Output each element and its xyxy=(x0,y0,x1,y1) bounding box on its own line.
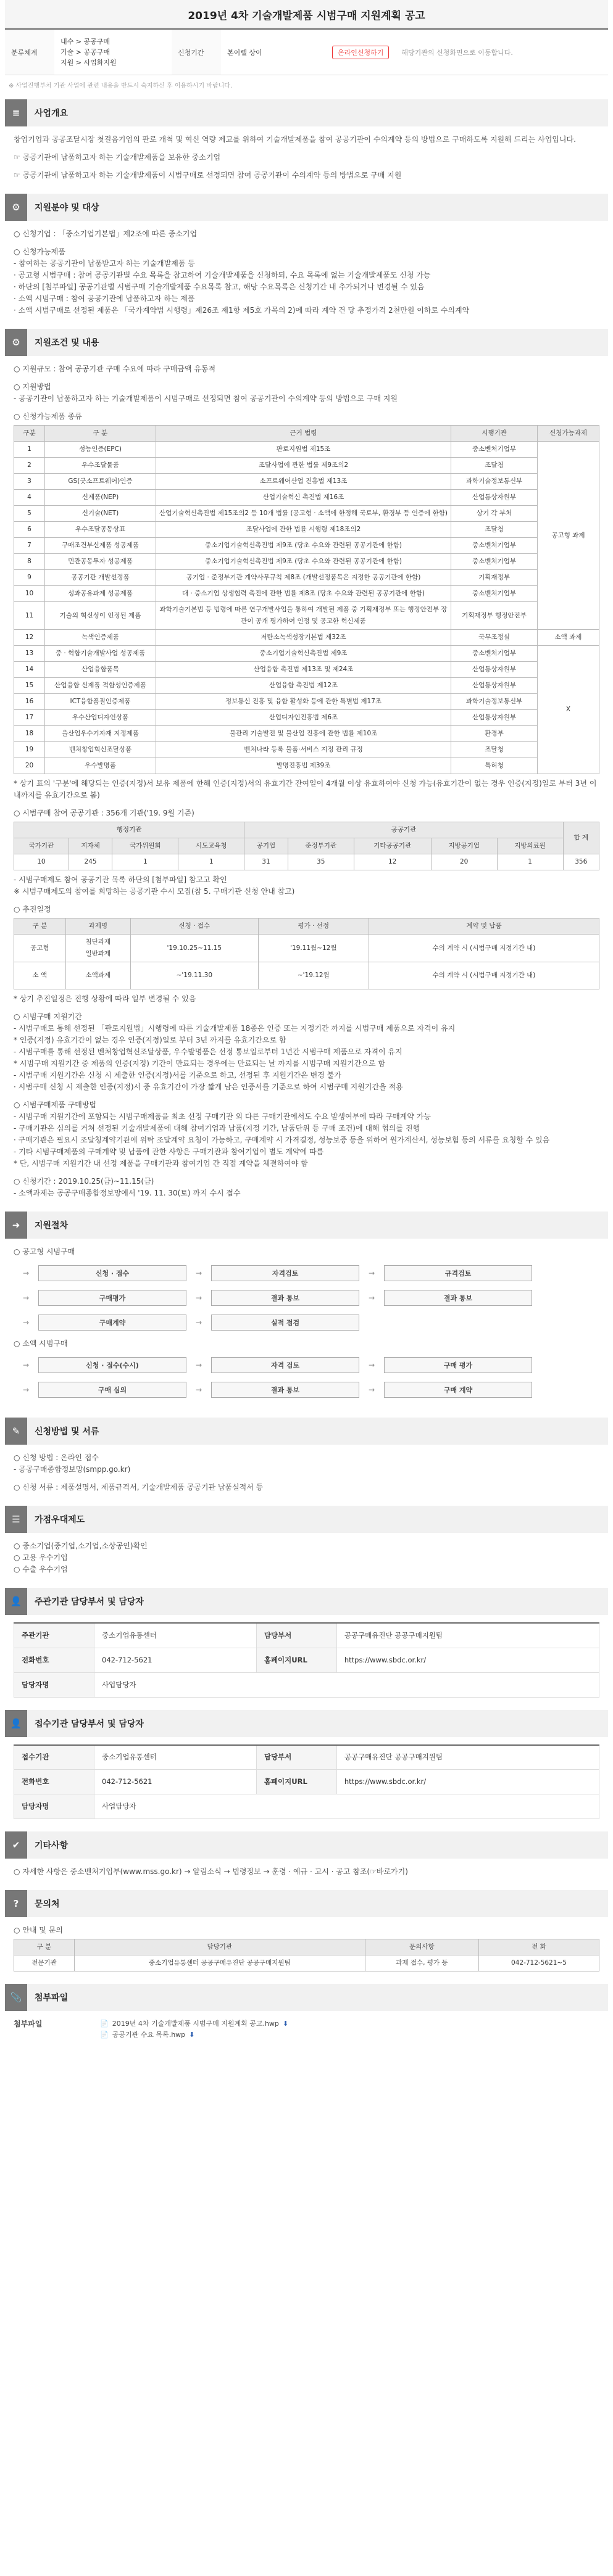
table-cell: 중소기업기술혁신촉진법 제9조 (당초 수요와 관련된 공공기관에 한함) xyxy=(156,554,451,570)
field-label: 분류체계 xyxy=(5,30,54,75)
table-cell: 신제품(NEP) xyxy=(45,490,156,506)
table-cell: 벤처창업혁신조달상품 xyxy=(45,742,156,758)
table-cell: 조달사업에 관한 법률 제9조의2 xyxy=(156,458,451,474)
pencil-icon: ✎ xyxy=(5,1418,27,1445)
table-header: 지방의료원 xyxy=(497,838,563,854)
text: ○ 추진일정 xyxy=(14,905,51,914)
table-row xyxy=(14,710,599,726)
table-row xyxy=(14,474,599,490)
section-overview xyxy=(5,99,608,189)
section-bonus xyxy=(5,1506,608,1583)
text: ○ 소액 시범구매 xyxy=(14,1339,68,1348)
table-cell: 중소기업기술혁신촉진법 제9조 (당초 수요와 관련된 공공기관에 한함) xyxy=(156,538,451,554)
table-cell: 담당부서 xyxy=(256,1623,336,1648)
flow-step: 구매계약 xyxy=(38,1315,186,1331)
text: ○ 신청 서류 : 제품설명서, 제품규격서, 기술개발제품 공공기관 납품실적서 등 xyxy=(14,1483,264,1492)
table-cell: 담당자명 xyxy=(14,1672,94,1697)
text: ○ 신청가능제품 종류 xyxy=(14,412,82,421)
table-cell: 수의 계약 시 (시범구매 지정기간 내) xyxy=(369,935,599,962)
table-cell: 환경부 xyxy=(451,726,538,742)
table-header: 문의사항 xyxy=(365,1939,478,1955)
table-cell: ~'19.11.30 xyxy=(130,962,258,989)
table-cell: 1 xyxy=(497,854,563,870)
table-cell: 12 xyxy=(14,630,45,646)
table-cell: 첨단과제 xyxy=(85,938,111,946)
table-cell: 중소기업유통센터 xyxy=(94,1745,257,1770)
table-row xyxy=(14,602,599,630)
text: - 시범구매제도 참여 공공기관 목록 하단의 [첨부파일] 참고고 확인 xyxy=(14,875,227,884)
table-header: 구분 xyxy=(14,426,45,442)
table-cell: 발명진흥법 제39조 xyxy=(156,758,451,774)
table-cell: 10 xyxy=(14,854,69,870)
notice: ※ 사업진행부처 기관 사업에 관련 내용을 반드시 숙지하신 후 이용하시기 바랍니다. xyxy=(9,83,233,89)
table-header: 준정부기관 xyxy=(288,838,354,854)
section-title: 지원절차 xyxy=(35,1221,69,1231)
text: ☞ 공공기관에 납품하고자 하는 기술개발제품이 시범구매로 선정되면 참여 공공기관이 수의계약 등의 방법으로 구매 지원 xyxy=(14,171,402,180)
text: * 시범구매 지원기간 중 제품의 인증(지정) 기간이 만료되는 경우에는 만료되는 날 까지를 시범구매 지원기간으로 함 xyxy=(14,1059,386,1068)
table-cell: 조달청 xyxy=(451,458,538,474)
table-row xyxy=(14,630,599,646)
table-header: 기타공공기관 xyxy=(354,838,431,854)
text: - 공공구매종합정보망(smpp.go.kr) xyxy=(14,1465,131,1474)
text: · 공고형 시범구매 : 참여 공공기관별 수요 목록을 참고하여 기술개발제품을 신청하되, 수요 목록에 없는 기술개발제품도 신청 가능 xyxy=(14,271,431,279)
table-cell: 담당자명 xyxy=(14,1794,94,1819)
online-apply-button[interactable]: 온라인신청하기 xyxy=(332,46,389,59)
table-cell: '19.10.25~11.15 xyxy=(130,935,258,962)
text: ○ 중소기업(중기업,소기업,소상공인)확인 xyxy=(14,1542,148,1550)
paperclip-icon: 📎 xyxy=(5,1984,27,2011)
contact-table xyxy=(14,1939,599,1971)
host-table xyxy=(14,1622,599,1698)
table-cell: 042-712-5621 xyxy=(94,1648,257,1672)
table-header: 근거 법령 xyxy=(156,426,451,442)
table-cell: 9 xyxy=(14,570,45,586)
text: ○ 지원방법 xyxy=(14,382,51,391)
table-cell: 중소벤처기업부 xyxy=(451,538,538,554)
table-cell: 7 xyxy=(14,538,45,554)
table-cell: 산업통상자원부 xyxy=(451,490,538,506)
text: - 시범구매로 통해 선정된 「판로지원법」시행령에 따른 기술개발제품 18종은 인증 또는 지정기간 까지를 시범구매 제품으로 자격이 유지 xyxy=(14,1024,456,1033)
table-row xyxy=(14,490,599,506)
text: - 시범구매 지원기간은 신청 시 제출한 인증(지정)서를 기준으로 하고, 선정된 후 지원기간은 변경 불가 xyxy=(14,1071,341,1080)
table-cell: 10 xyxy=(14,586,45,602)
table-cell: 산업융합 촉진법 제13조 및 제24조 xyxy=(156,662,451,678)
table-cell: 산업디자인진흥법 제6조 xyxy=(156,710,451,726)
table-cell: 중소벤처기업부 xyxy=(451,554,538,570)
text: 창업기업과 공공조달시장 첫걸음기업의 판로 개척 및 혁신 역량 제고를 위하여 기술개발제품을 참여 공공기관이 수의계약 등의 방법으로 구매하도록 지원해 드리는 사업입니다. xyxy=(14,135,576,144)
table-cell: 16 xyxy=(14,694,45,710)
table-header: 국가위원회 xyxy=(112,838,178,854)
page-title: 2019년 4차 기술개발제품 시범구매 지원계획 공고 xyxy=(5,0,608,30)
table-cell: 구매조건부신제품 성공제품 xyxy=(45,538,156,554)
text: - 공공기관이 납품하고자 하는 기술개발제품이 시범구매로 선정되면 참여 공공기관이 수의계약 등의 방법으로 구매 지원 xyxy=(14,394,398,403)
table-cell: 중소벤처기업부 xyxy=(451,442,538,458)
text: * 인증(지정) 유효기간이 없는 경우 인증(지정)일로 부터 3년 까지를 유효기간으로 함 xyxy=(14,1036,286,1044)
table-cell: 우수산업디자인상품 xyxy=(45,710,156,726)
table-row xyxy=(14,742,599,758)
text: ☞ 공공기관에 납품하고자 하는 기술개발제품을 보유한 중소기업 xyxy=(14,153,221,162)
flow-step: 실적 점검 xyxy=(211,1315,359,1331)
text: ※ 시범구매제도의 참여를 희망하는 공공기관 수시 모집(참 5. 구매기관 신청 안내 참고) xyxy=(14,887,295,896)
table-cell: 8 xyxy=(14,554,45,570)
table-cell: 상기 각 부처 xyxy=(451,506,538,522)
text: · 하단의 [첨부파일] 공공기관별 시범구매 기술개발제품 수요목록 참고, 해당 수요목록은 신청기간 내 추가되거나 변경될 수 있음 xyxy=(14,283,425,291)
table-cell: 국무조정실 xyxy=(451,630,538,646)
table-cell: 저탄소녹색성장기본법 제32조 xyxy=(156,630,451,646)
table-cell: 356 xyxy=(563,854,599,870)
table-cell: 산업기술혁신 촉진법 제16조 xyxy=(156,490,451,506)
download-icon[interactable]: ⬇ xyxy=(189,2031,195,2039)
section-title: 문의처 xyxy=(35,1899,60,1909)
flow-step: 신청 · 접수 xyxy=(38,1265,186,1281)
table-header: 국가기관 xyxy=(14,838,69,854)
section-target xyxy=(5,194,608,324)
online-note: 해당기관의 신청화면으로 이동합니다. xyxy=(401,48,513,57)
gear-icon: ⚙ xyxy=(5,329,27,356)
table-row xyxy=(14,538,599,554)
ministry-link[interactable]: ○ 자세한 사항은 중소벤처기업부(www.mss.go.kr) → 알림소식 → 법령정보 → 훈령 · 예규 · 고시 · 공고 참조(☞바로가기) xyxy=(14,1867,408,1876)
section-host xyxy=(5,1588,608,1705)
table-cell: 1 xyxy=(14,442,45,458)
table-cell: 정보통신 진흥 및 융합 활성화 등에 관한 특별법 제17조 xyxy=(156,694,451,710)
text: · 시범구매 신청 시 제출한 인증(지정)서 중 유효기간이 가장 짧게 남은 인증서를 기준으로 하여 시범구매 지원기간을 적용 xyxy=(14,1083,403,1091)
table-cell: 공고형 과제 xyxy=(538,442,599,630)
table-row xyxy=(14,646,599,662)
table-cell: 과학기술기본법 등 법령에 따른 연구개발사업을 통하여 개발된 제품 중 기획재정부 또는 행정안전부 장관이 공개 평가하여 인정 및 공고한 혁신제품 xyxy=(156,602,451,630)
clipboard-icon: ☰ xyxy=(5,1506,27,1533)
table-row xyxy=(14,586,599,602)
table-cell: 담당부서 xyxy=(256,1745,336,1770)
table-cell: 산업통상자원부 xyxy=(451,662,538,678)
table-cell: 기획재정부 xyxy=(451,570,538,586)
table-cell: 물관리 기술발전 및 물산업 진흥에 관한 법률 제10조 xyxy=(156,726,451,742)
table-cell: 전화번호 xyxy=(14,1770,94,1794)
table-cell: 우수조달물품 xyxy=(45,458,156,474)
table-cell: 공공구매유진단 공공구매지원팀 xyxy=(336,1623,599,1648)
table-cell: 공공구매유진단 공공구매지원팀 xyxy=(336,1745,599,1770)
table-cell: 중소벤처기업부 xyxy=(451,586,538,602)
section-title: 신청방법 및 서류 xyxy=(35,1427,99,1437)
table-cell: 홈페이지URL xyxy=(256,1770,336,1794)
flow-step: 신청 · 접수(수시) xyxy=(38,1357,186,1373)
table-header: 공공기관 xyxy=(244,822,563,838)
text: · 소액 시범구매로 선정된 제품은 「국가계약법 시행령」제26조 제1항 제5호 가목의 2)에 따라 계약 건 당 추정가격 2천만원 이하로 수의계약 xyxy=(14,306,470,315)
table-cell: GS(굿소프트웨어)인증 xyxy=(45,474,156,490)
table-cell: ICT융합품질인증제품 xyxy=(45,694,156,710)
table-cell: 공공기관 개발선정품 xyxy=(45,570,156,586)
section-title: 사업개요 xyxy=(35,109,69,118)
period-label: 신청기간 xyxy=(172,30,221,75)
text: ○ 수출 우수기업 xyxy=(14,1565,68,1574)
table-cell: 중소기업기술혁신촉진법 제9조 xyxy=(156,646,451,662)
flow-step: 결과 통보 xyxy=(211,1290,359,1306)
homepage-link[interactable]: https://www.sbdc.or.kr/ xyxy=(336,1648,599,1672)
file-icon: 📄 xyxy=(100,2020,109,2028)
table-cell: 일반과제 xyxy=(85,950,111,957)
text: ○ 신청기간 : 2019.10.25(금)~11.15(금) xyxy=(14,1177,154,1186)
text: ○ 고용 우수기업 xyxy=(14,1553,68,1562)
table-cell: ~'19.12월 xyxy=(258,962,369,989)
table-cell: 우수조달공동상표 xyxy=(45,522,156,538)
table-cell: 042-712-5621 xyxy=(94,1770,257,1794)
user-icon: 👤 xyxy=(5,1588,27,1615)
section-conditions xyxy=(5,329,608,1207)
table-cell: 성능인증(EPC) xyxy=(45,442,156,458)
table-cell: '19.11월~12월 xyxy=(258,935,369,962)
table-cell: 산업융합 촉진법 제12조 xyxy=(156,678,451,694)
text: · 소액 시범구매 : 참여 공공기관에 납품하고자 하는 제품 xyxy=(14,294,195,303)
table-cell: 31 xyxy=(244,854,288,870)
receiver-table xyxy=(14,1744,599,1820)
flow-step: 자격검토 xyxy=(211,1265,359,1281)
table-header: 평가 · 선정 xyxy=(258,919,369,935)
table-cell: 수의 계약 시 (시범구매 지정기간 내) xyxy=(369,962,599,989)
table-header: 전 화 xyxy=(478,1939,599,1955)
user-icon: 👤 xyxy=(5,1710,27,1737)
table-cell: 벤처나라 등록 물품·서비스 지정 관리 규정 xyxy=(156,742,451,758)
table-cell: 11 xyxy=(14,602,45,630)
table-cell: 산업통상자원부 xyxy=(451,678,538,694)
section-title: 지원분야 및 대상 xyxy=(35,203,99,213)
text: ○ 지원규모 : 참여 공공기관 구매 수요에 따라 구매금액 유동적 xyxy=(14,365,216,373)
table-header: 구 분 xyxy=(14,919,66,935)
list-item: 기술 > 공공구매 xyxy=(60,48,110,56)
table-cell: 기획재정부 행정안전부 xyxy=(451,602,538,630)
table-cell: 홈페이지URL xyxy=(256,1648,336,1672)
table-header: 시행기관 xyxy=(451,426,538,442)
table-cell: 산업융합 신제품 적합성인증제품 xyxy=(45,678,156,694)
text: ○ 시범구매 지원기간 xyxy=(14,1012,82,1021)
table-row xyxy=(14,662,599,678)
table-cell: 전화번호 xyxy=(14,1648,94,1672)
flow-step: 구매 심의 xyxy=(38,1382,186,1398)
table-cell: 소액과제 xyxy=(65,962,130,989)
text: ○ 신청 방법 : 온라인 접수 xyxy=(14,1453,99,1462)
schedule-table xyxy=(14,918,599,989)
table-row xyxy=(14,726,599,742)
table-header: 지방공기업 xyxy=(431,838,497,854)
table-cell: 중 · 혁합기술개발사업 성공제품 xyxy=(45,646,156,662)
table-header: 구 분 xyxy=(45,426,156,442)
table-cell: 사업담당자 xyxy=(94,1794,599,1819)
section-etc xyxy=(5,1831,608,1885)
table-cell: 민관공동투자 성공제품 xyxy=(45,554,156,570)
attachment-link[interactable]: 공공기관 수요 목록.hwp xyxy=(112,2031,186,2039)
table-cell: 기술의 혁신성이 인정된 제품 xyxy=(45,602,156,630)
table-header: 합 계 xyxy=(563,822,599,854)
table-header: 공기업 xyxy=(244,838,288,854)
table-cell: 6 xyxy=(14,522,45,538)
meta-row xyxy=(5,30,608,75)
section-title: 지원조건 및 내용 xyxy=(35,338,99,348)
table-row xyxy=(14,442,599,458)
field-list xyxy=(60,36,117,68)
flow-step: 자격 검토 xyxy=(211,1357,359,1373)
table-cell: 산업융합품목 xyxy=(45,662,156,678)
table-cell: 산업통상자원부 xyxy=(451,710,538,726)
flow-step: 결과 통보 xyxy=(211,1382,359,1398)
table-row xyxy=(14,522,599,538)
table-cell: 19 xyxy=(14,742,45,758)
table-cell: 3 xyxy=(14,474,45,490)
table-cell: 조달청 xyxy=(451,742,538,758)
table-cell: 전문기관 xyxy=(14,1955,75,1971)
table-cell: 우수발명품 xyxy=(45,758,156,774)
text: - 시범구매 지원기간에 포함되는 시범구매제품을 최초 선정 구매기관 외 다른 구매기관에서도 수요 발생여부에 따라 구매계약 가능 xyxy=(14,1112,431,1121)
table-cell: 사업담당자 xyxy=(94,1672,599,1697)
table-cell: 과제 접수, 평가 등 xyxy=(365,1955,478,1971)
download-icon[interactable]: ⬇ xyxy=(282,2020,289,2028)
period-value: 본이렐 상이 xyxy=(227,48,262,57)
table-cell: 신기술(NET) xyxy=(45,506,156,522)
text: * 상기 추진일정은 진행 상황에 따라 일부 변경될 수 있음 xyxy=(14,994,196,1003)
table-header: 구 분 xyxy=(14,1939,75,1955)
table-row xyxy=(14,678,599,694)
section-title: 기타사항 xyxy=(35,1841,69,1851)
file-icon: 📄 xyxy=(100,2031,109,2039)
table-header: 신청가능과제 xyxy=(538,426,599,442)
table-cell: 4 xyxy=(14,490,45,506)
text: ○ 신청가능제품 xyxy=(14,247,65,256)
table-cell: 접수기관 xyxy=(14,1745,94,1770)
table-header: 담당기관 xyxy=(74,1939,365,1955)
table-cell: 17 xyxy=(14,710,45,726)
section-receiver xyxy=(5,1710,608,1827)
org-table xyxy=(14,822,599,870)
table-cell: 13 xyxy=(14,646,45,662)
table-header: 과제명 xyxy=(65,919,130,935)
table-cell: 공기업 · 준정부기관 계약사무규칙 제8조 (개발선정품목은 지정한 공공기관에 한함) xyxy=(156,570,451,586)
table-cell: 소액 과제 xyxy=(538,630,599,646)
table-row xyxy=(14,458,599,474)
table-cell: 5 xyxy=(14,506,45,522)
arrow-icon: ➜ xyxy=(5,1212,27,1239)
table-cell: 특허청 xyxy=(451,758,538,774)
text: ○ 안내 및 문의 xyxy=(14,1926,63,1934)
table-cell: 245 xyxy=(69,854,112,870)
text: * 상기 표의 '구분'에 해당되는 인증(지정)서 보유 제품에 한해 인증(지정)서의 유효기간 잔여일이 4개월 이상 유효하여야 신청 가능(유효기간이 없는 경우 인증(지정)일로 부터 3년 이내까지를 유효기간으로 봄) xyxy=(14,779,597,799)
product-type-table xyxy=(14,425,599,774)
table-header: 계약 및 납품 xyxy=(369,919,599,935)
section-title: 주관기관 담당부서 및 담당자 xyxy=(35,1597,144,1607)
table-header: 신청 · 접수 xyxy=(130,919,258,935)
flow-step: 결과 통보 xyxy=(384,1290,532,1306)
table-cell: 판로지원법 제15조 xyxy=(156,442,451,458)
table-cell: 과학기술정보통신부 xyxy=(451,694,538,710)
table-cell: 14 xyxy=(14,662,45,678)
table-cell: 조달청 xyxy=(451,522,538,538)
table-cell: 18 xyxy=(14,726,45,742)
table-cell: 20 xyxy=(14,758,45,774)
section-title: 접수기관 담당부서 및 담당자 xyxy=(35,1719,144,1729)
info-icon: ≡ xyxy=(5,99,27,126)
table-cell: 조달사업에 관한 법률 시행령 제18조의2 xyxy=(156,522,451,538)
section-contact xyxy=(5,1890,608,1979)
homepage-link[interactable]: https://www.sbdc.or.kr/ xyxy=(336,1770,599,1794)
table-cell: 12 xyxy=(354,854,431,870)
table-header: 행정기관 xyxy=(14,822,244,838)
text: · 구매기관은 필요시 조달청계약기관에 위탁 조달계약 요청이 가능하고, 구매계약 시 가격결정, 성능보증 등을 위하여 원가계산서, 성능보험 등의 서류를 요청할 수 있음 xyxy=(14,1136,550,1144)
table-row xyxy=(14,694,599,710)
table-row xyxy=(14,554,599,570)
table-cell: 주관기관 xyxy=(14,1623,94,1648)
text: - 구매기관은 심의를 거쳐 선정된 기술개발제품에 대해 참여기업과 납품(지정 기간, 납품단위 등 구매 조건)에 대해 협의를 진행 xyxy=(14,1124,420,1133)
question-icon: ? xyxy=(5,1890,27,1917)
text: - 시범구매를 통해 선정된 벤처창업혁신조달상품, 우수발명품은 선정 통보일로부터 1년간 시범구매 제품으로 자격이 유지 xyxy=(14,1047,402,1056)
table-cell: 042-712-5621~5 xyxy=(478,1955,599,1971)
table-cell: 대 · 중소기업 상생협력 촉진에 관한 법률 제8조 (당초 수요와 관련된 공공기관에 한함) xyxy=(156,586,451,602)
section-apply xyxy=(5,1418,608,1501)
table-cell: 성과공유과제 성공제품 xyxy=(45,586,156,602)
table-cell: 을산업우수기자재 지정제품 xyxy=(45,726,156,742)
section-procedure: ➜ 지원절차 ○ 공고형 시범구매 → 신청 · 접수 → 자격검토 → 규격검토 → 구매평가 → 결과 통보 → 결과 통보 → 구매계약 → 실적 점검 ○ 소액 시범구매 → 신청 · 접수(수시) → 자격 검토 → 구매 평가 → 구매 심의 → 결과 통보 → 구매 계약 xyxy=(5,1212,608,1413)
text: - 참여하는 공공기관이 납품받고자 하는 기술개발제품 등 xyxy=(14,259,195,268)
flow-step: 구매 평가 xyxy=(384,1357,532,1373)
table-header: 지자체 xyxy=(69,838,112,854)
list-item: 내수 > 공공구매 xyxy=(60,38,110,46)
table-cell: 1 xyxy=(178,854,244,870)
section-title: 첨부파일 xyxy=(35,1993,69,2003)
list-item: 지원 > 사업화지원 xyxy=(60,59,117,67)
flow-step: 구매평가 xyxy=(38,1290,186,1306)
table-row xyxy=(14,506,599,522)
text: - 기타 시범구매제품의 구매계약 및 납품에 관한 사항은 구매기관과 참여기업이 별도 계약에 따름 xyxy=(14,1147,324,1156)
table-cell: 35 xyxy=(288,854,354,870)
table-cell: 녹색인증제품 xyxy=(45,630,156,646)
text: ○ 공고형 시범구매 xyxy=(14,1247,75,1256)
gear-icon: ⚙ xyxy=(5,194,27,221)
check-icon: ✔ xyxy=(5,1831,27,1859)
text: ○ 시범구매 참여 공공기관 : 356개 기관('19. 9월 기준) xyxy=(14,809,194,817)
table-row xyxy=(14,758,599,774)
section-title: 가점우대제도 xyxy=(35,1515,85,1525)
table-cell: 산업기술혁신촉진법 제15조의2 등 10개 법률 (공고형 · 소액에 한정해 국토부, 환경부 등 인증에 한함) xyxy=(156,506,451,522)
table-cell: 소프트웨어산업 진흥법 제13조 xyxy=(156,474,451,490)
table-cell: 소 액 xyxy=(14,962,66,989)
attachment-label: 첨부파일 xyxy=(14,2020,43,2028)
table-cell: X xyxy=(538,646,599,774)
text: * 단, 시범구매 지원기간 내 선정 제품을 구매기관과 참여기업 간 직접 계약을 체결하여야 함 xyxy=(14,1159,308,1168)
table-cell: 15 xyxy=(14,678,45,694)
table-cell: 중소기업유통센터 xyxy=(94,1623,257,1648)
table-cell: 공고형 xyxy=(14,935,66,962)
text: ○ 신청기업 : 「중소기업기본법」제2조에 따른 중소기업 xyxy=(14,229,198,238)
table-cell: 중소벤처기업부 xyxy=(451,646,538,662)
table-cell: 20 xyxy=(431,854,497,870)
table-cell: 2 xyxy=(14,458,45,474)
table-row xyxy=(14,570,599,586)
text: ○ 시범구매제품 구매방법 xyxy=(14,1100,97,1109)
table-cell: 과학기술정보통신부 xyxy=(451,474,538,490)
section-attachments xyxy=(5,1984,608,2048)
text: - 소액과제는 공공구매종합정보망에서 '19. 11. 30(토) 까지 수시 접수 xyxy=(14,1189,241,1197)
table-cell: 1 xyxy=(112,854,178,870)
attachment-link[interactable]: 2019년 4차 기술개발제품 시범구매 지원계획 공고.hwp xyxy=(112,2020,279,2028)
table-cell: 중소기업유통센터 공공구매유진단 공공구매지원팀 xyxy=(74,1955,365,1971)
flow-step: 규격검토 xyxy=(384,1265,532,1281)
flow-step: 구매 계약 xyxy=(384,1382,532,1398)
table-header: 시도교육청 xyxy=(178,838,244,854)
